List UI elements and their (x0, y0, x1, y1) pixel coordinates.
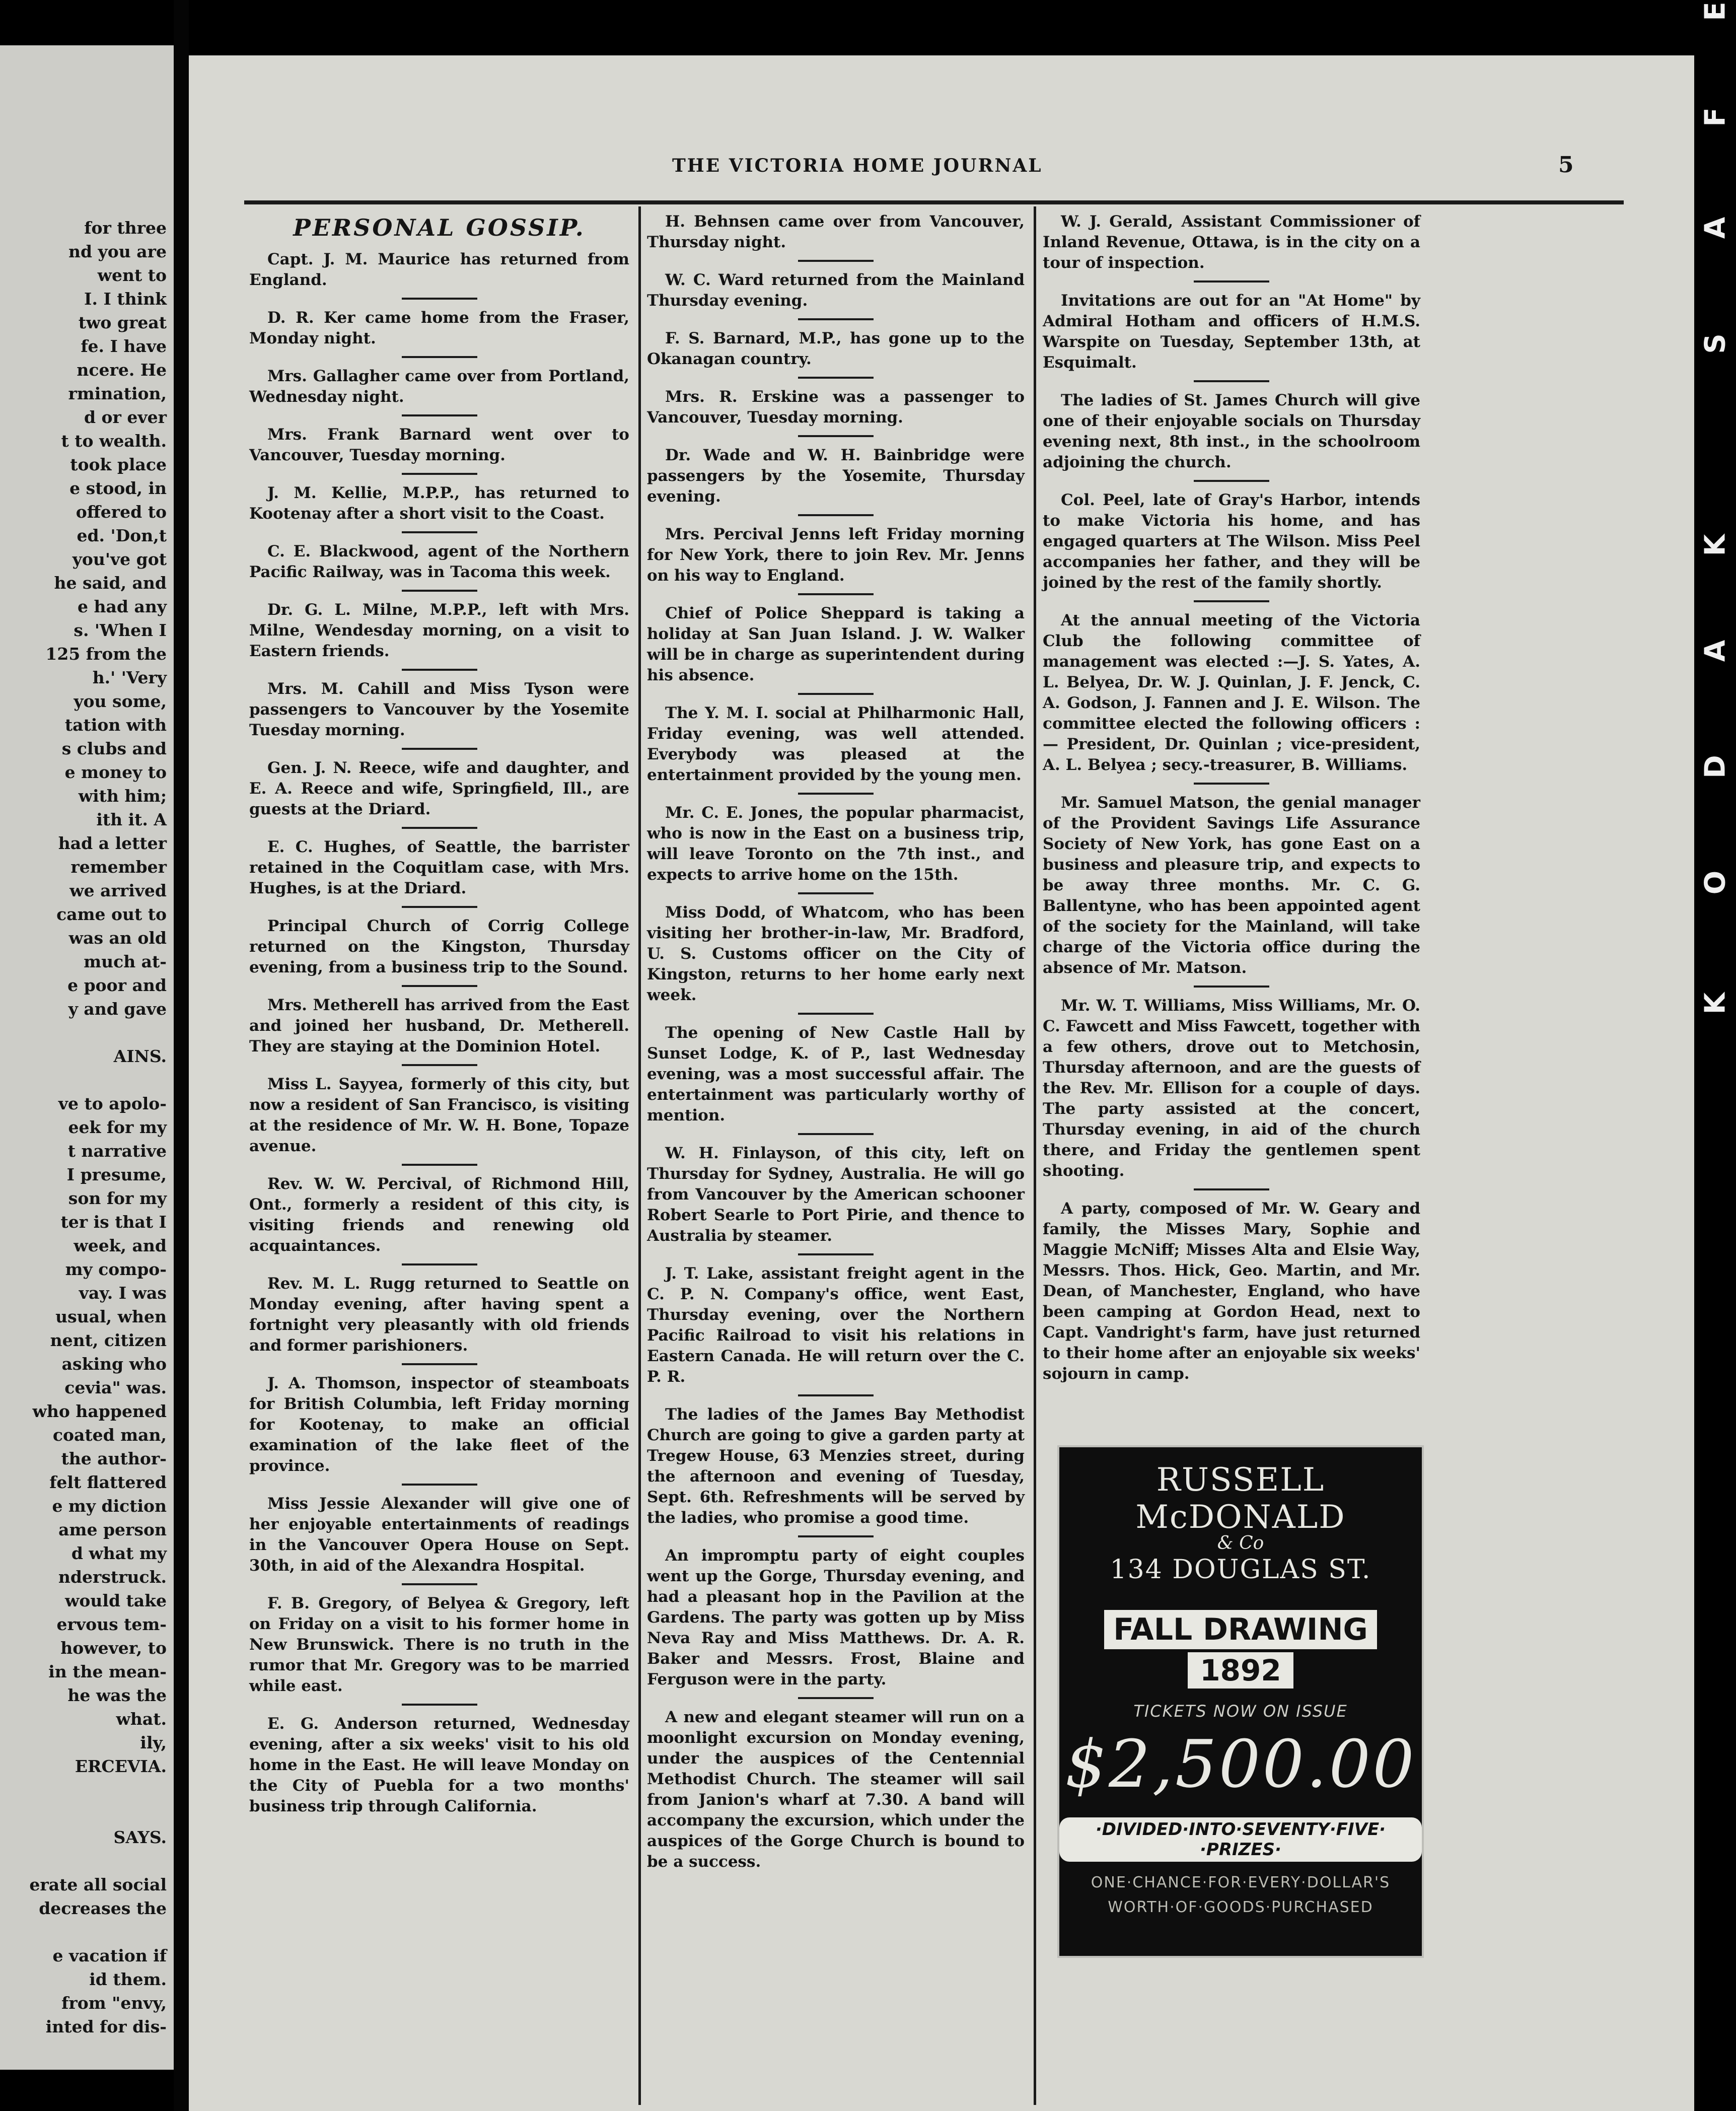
gossip-item-text: Chief of Police Sheppard is taking a holiday at San Juan Island. J. W. Walker will be in charge as superintendent during his absence. (647, 604, 1025, 684)
item-separator (402, 1263, 477, 1265)
item-separator (1194, 1188, 1269, 1190)
left-page-line: asking who (61, 1354, 167, 1374)
left-page-line: from "envy, (61, 1993, 167, 2013)
left-page-line: nent, citizen (50, 1330, 167, 1350)
left-page-line: nderstruck. (58, 1567, 167, 1587)
item-separator (402, 473, 477, 475)
item-separator (402, 1704, 477, 1706)
gossip-item (249, 483, 629, 524)
gossip-item-text: Mrs. M. Cahill and Miss Tyson were passengers to Vancouver by the Yosemite Tuesday morning. (249, 680, 629, 739)
left-page-line: y and gave (68, 999, 167, 1019)
left-page-line: offered to (76, 502, 167, 522)
gossip-item (249, 1373, 629, 1476)
gossip-item-text: D. R. Ker came home from the Fraser, Monday night. (249, 309, 629, 347)
left-page-line: he was the (67, 1685, 167, 1705)
gossip-item (249, 1593, 629, 1697)
gossip-item-text: Invitations are out for an "At Home" by Admiral Hotham and officers of H.M.S. Warspite on Tuesday, September 13th, at Esquimalt. (1043, 292, 1420, 372)
gossip-item (249, 308, 629, 349)
gossip-item (249, 1074, 629, 1157)
left-page-line: fe. I have (81, 336, 167, 356)
left-page-line: for three (84, 218, 167, 238)
left-page-line: took place (70, 455, 167, 474)
gossip-item-text: Mrs. Gallagher came over from Portland, Wednesday night. (249, 367, 629, 406)
ad-address: 134 DOUGLAS ST. (1110, 1555, 1371, 1585)
gossip-item-text: J. A. Thomson, inspector of steamboats for British Columbia, left Friday morning for Kootenay, to make an official examination of the lake fleet of the province. (249, 1374, 629, 1475)
item-separator (402, 985, 477, 987)
film-edge-letter: K (1699, 992, 1732, 1015)
gossip-item-text: F. S. Barnard, M.P., has gone up to the Okanagan country. (647, 329, 1025, 368)
left-page-line: two great (78, 313, 167, 332)
left-page-line: s. 'When I (74, 620, 167, 640)
item-separator (402, 1064, 477, 1066)
gossip-item (249, 1274, 629, 1356)
left-page-line: with him; (78, 786, 167, 806)
left-page-line: ve to apolo- (58, 1094, 167, 1113)
item-separator (402, 906, 477, 908)
gossip-item (647, 524, 1025, 586)
left-page-line: d what my (71, 1543, 167, 1563)
item-separator (402, 748, 477, 750)
left-page-line: remember (70, 857, 167, 877)
gossip-item-text: A party, composed of Mr. W. Geary and family, the Misses Mary, Sophie and Maggie McNiff; Misses Alta and Elsie Way, Messrs. Thos. Hick, Geo. Martin, and Mr. Dean, of Manchester, England, who have been camping at Gordon Head, next to Capt. Vandright's farm, have just returned to their home after an enjoyable six weeks' sojourn in camp. (1043, 1200, 1420, 1383)
column-rule (1034, 206, 1036, 2105)
left-page-line: t to wealth. (61, 431, 167, 451)
gossip-item (647, 270, 1025, 311)
gossip-item (249, 1174, 629, 1256)
left-facing-page (0, 45, 174, 2070)
gossip-item-text: Col. Peel, late of Gray's Harbor, intends to make Victoria his home, and has engaged quarters at The Wilson. Miss Peel accompanies her father, and they will be joined by the rest of the family shortly. (1043, 491, 1420, 592)
column-middle (647, 212, 1025, 1872)
item-separator (798, 1253, 874, 1255)
item-separator (798, 514, 874, 516)
left-page-line: s clubs and (61, 739, 167, 758)
gossip-item-text: Mr. C. E. Jones, the popular pharmacist, who is now in the East on a business trip, will leave Toronto on the 7th inst., and expects to arrive home on the 15th. (647, 804, 1025, 884)
left-page-line: nd you are (68, 242, 167, 261)
film-edge-letter: O (1699, 870, 1732, 895)
item-separator (798, 1394, 874, 1396)
gossip-item (647, 1263, 1025, 1387)
column-rule (638, 206, 641, 2105)
left-page-line: would take (65, 1591, 167, 1610)
left-page-line: ed. 'Don,t (77, 526, 167, 545)
item-separator (1194, 280, 1269, 283)
left-page-line: erate all social (29, 1875, 167, 1894)
left-page-line: my compo- (65, 1259, 167, 1279)
left-page-line: we arrived (69, 881, 167, 900)
gossip-item (1043, 291, 1420, 373)
gossip-item-text: Dr. G. L. Milne, M.P.P., left with Mrs. Milne, Wendesday morning, on a visit to Eastern friends. (249, 601, 629, 660)
header-rule (244, 200, 1624, 204)
left-page-line: 125 from the (45, 644, 167, 664)
left-page-line: SAYS. (113, 1827, 167, 1847)
item-separator (402, 356, 477, 358)
gossip-item-text: Mrs. Percival Jenns left Friday morning for New York, there to join Rev. Mr. Jenns on his way to England. (647, 525, 1025, 585)
left-page-line: vay. I was (79, 1283, 167, 1303)
gossip-item (1043, 1199, 1420, 1384)
item-separator (402, 590, 477, 592)
left-page-line: rmination, (68, 384, 167, 403)
left-page-line: cevia" was. (64, 1378, 167, 1397)
gossip-item-text: The ladies of the James Bay Methodist Church are going to give a garden party at Tregew House, 63 Menzies street, during the afternoon and evening of Tuesday, Sept. 6th. Refreshments will be served by the ladies, who promise a good time. (647, 1405, 1025, 1527)
left-page-line: tation with (64, 715, 167, 735)
gossip-item-text: J. T. Lake, assistant freight agent in the C. P. N. Company's office, went East, Thursday evening, over the Northern Pacific Railroad to visit his relations in Eastern Canada. He will return over the C. P. R. (647, 1264, 1025, 1386)
ad-business-name: RUSSELL McDONALD (1135, 1461, 1346, 1536)
gossip-item (647, 1404, 1025, 1528)
ad-prizes-banner: ·DIVIDED·INTO·SEVENTY·FIVE· ·PRIZES· (1059, 1817, 1422, 1862)
gossip-item (1043, 390, 1420, 473)
gossip-item (1043, 212, 1420, 273)
gossip-item-text: A new and elegant steamer will run on a moonlight excursion on Monday evening, under the auspices of the Centennial Methodist Church. The steamer will sail from Janion's wharf at 7.30. A band will accompany the excursion, which under the auspices of the Gorge Church is bound to be a success. (647, 1708, 1025, 1871)
gossip-item (647, 1545, 1025, 1690)
item-separator (402, 1583, 477, 1585)
item-separator (798, 1697, 874, 1699)
gossip-item-text: F. B. Gregory, of Belyea & Gregory, left on Friday on a visit to his former home in New Brunswick. There is no truth in the rumor that Mr. Gregory was to be married while east. (249, 1594, 629, 1695)
left-page-line: was an old (68, 928, 167, 948)
gossip-item-text: Miss Jessie Alexander will give one of her enjoyable entertainments of readings in the Vancouver Opera House on Sept. 30th, in aid of the Alexandra Hospital. (249, 1495, 629, 1575)
item-separator (402, 414, 477, 416)
left-page-line: e had any (78, 597, 167, 616)
gossip-item-text: J. M. Kellie, M.P.P., has returned to Kootenay after a short visit to the Coast. (249, 484, 629, 523)
gossip-item-text: Mr. Samuel Matson, the genial manager of the Provident Savings Life Assurance Society of New York, has gone East on a business and pleasure trip, and expects to be away three months. Mr. C. G. Ballentyne, who has been appointed agent of the society for the Mainland, will take charge of the Victoria office during the absence of Mr. Matson. (1043, 794, 1420, 977)
column-right (1043, 212, 1420, 1384)
gossip-item-text: At the annual meeting of the Victoria Club the following committee of management was elected :—J. S. Yates, A. L. Belyea, Dr. W. J. Quinlan, J. F. Jenck, C. A. Godson, J. Fannen and J. E. Wilson. The committee elected the following officers :— President, Dr. Quinlan ; vice-president, A. L. Belyea ; secy.-treasurer, B. Williams. (1043, 611, 1420, 774)
gossip-item-text: E. C. Hughes, of Seattle, the barrister retained in the Coquitlam case, with Mrs. Hughes, is at the Driard. (249, 838, 629, 897)
gossip-item-text: Miss L. Sayyea, formerly of this city, but now a resident of San Francisco, is visiting at the residence of Mr. W. H. Bone, Topaze avenue. (249, 1075, 629, 1155)
item-separator (798, 260, 874, 262)
gossip-item-text: W. H. Finlayson, of this city, left on Thursday for Sydney, Australia. He will go from Vancouver by the American schooner Robert Searle to Port Pirie, and thence to Australia by steamer. (647, 1144, 1025, 1245)
film-edge-letter: D (1699, 755, 1732, 779)
gossip-item-text: Mrs. Metherell has arrived from the East and joined her husband, Dr. Metherell. They are staying at the Dominion Hotel. (249, 996, 629, 1056)
gossip-item (1043, 490, 1420, 593)
item-separator (798, 435, 874, 437)
left-page-line: who happened (32, 1401, 167, 1421)
gossip-item-text: Mrs. Frank Barnard went over to Vancouver, Tuesday morning. (249, 426, 629, 464)
gossip-item-text: W. J. Gerald, Assistant Commissioner of Inland Revenue, Ottawa, is in the city on a tour of inspection. (1043, 213, 1420, 272)
gossip-item (1043, 996, 1420, 1181)
gossip-item-text: Gen. J. N. Reece, wife and daughter, and E. A. Reece and wife, Springfield, Ill., are guests at the Driard. (249, 759, 629, 818)
column-personal-gossip (249, 212, 629, 1817)
item-separator (798, 1013, 874, 1015)
gossip-item (647, 1143, 1025, 1246)
left-page-line: d or ever (84, 407, 167, 427)
gossip-item-text: Rev. W. W. Percival, of Richmond Hill, Ont., formerly a resident of this city, is visiting friends and renewing old acquaintances. (249, 1175, 629, 1255)
left-page-line: decreases the (39, 1898, 167, 1918)
gossip-item (647, 803, 1025, 885)
left-page-line: you've got (72, 549, 167, 569)
gossip-item (647, 212, 1025, 253)
gossip-item (647, 328, 1025, 370)
left-page-line: AINS. (113, 1046, 167, 1066)
ad-year: 1892 (1188, 1652, 1293, 1688)
left-page-line: id them. (89, 1969, 167, 1989)
item-separator (1194, 986, 1269, 988)
item-separator (1194, 380, 1269, 382)
item-separator (1194, 783, 1269, 785)
left-page-line: e money to (64, 762, 167, 782)
left-page-line: he said, and (54, 573, 167, 593)
gossip-item (249, 249, 629, 291)
gossip-item-text: H. Behnsen came over from Vancouver, Thursday night. (647, 213, 1025, 251)
item-separator (1194, 480, 1269, 482)
left-page-line: I presume, (66, 1165, 167, 1184)
gossip-item-text: An impromptu party of eight couples went up the Gorge, Thursday evening, and had a pleasant hop in the Pavilion at the Gardens. The party was gotten up by Miss Neva Ray and Miss Matthews. Dr. A. R. Baker and Messrs. Frost, Blaine and Ferguson were in the party. (647, 1546, 1025, 1688)
film-edge-letter: K (1699, 534, 1732, 556)
left-page-line: ERCEVIA. (75, 1756, 167, 1776)
item-separator (798, 1535, 874, 1537)
gossip-item-text: Dr. Wade and W. H. Bainbridge were passengers by the Yosemite, Thursday evening. (647, 446, 1025, 506)
left-page-line: ame person (58, 1520, 167, 1539)
item-separator (798, 693, 874, 695)
film-edge-letter: A (1699, 217, 1732, 239)
left-page-line: in the mean- (48, 1662, 167, 1681)
item-separator (798, 318, 874, 320)
column-title: PERSONAL GOSSIP. (293, 214, 586, 241)
left-page-line: went to (97, 265, 167, 285)
left-page-line: ith it. A (96, 810, 167, 829)
left-page-line: however, to (60, 1638, 167, 1658)
film-edge-letter: S (1699, 333, 1732, 354)
film-edge-letter: E (1699, 2, 1732, 21)
left-page-line: much at- (84, 952, 167, 971)
running-head: THE VICTORIA HOME JOURNAL (672, 155, 1043, 176)
gossip-item-text: Rev. M. L. Rugg returned to Seattle on Monday evening, after having spent a fortnight very pleasantly with old friends and former parishioners. (249, 1275, 629, 1355)
left-page-line: felt flattered (49, 1472, 167, 1492)
gossip-item-text: E. G. Anderson returned, Wednesday evening, after a six weeks' visit to his old home in the East. He will leave Monday on the City of Puebla for a two months' business trip through California. (249, 1715, 629, 1815)
item-separator (402, 531, 477, 533)
gossip-item-text: The ladies of St. James Church will give one of their enjoyable socials on Thursday evening next, 8th inst., in the schoolroom adjoining the church. (1043, 391, 1420, 471)
left-page-line: e stood, in (69, 478, 167, 498)
gossip-item-text: W. C. Ward returned from the Mainland Thursday evening. (647, 271, 1025, 310)
gossip-item (249, 600, 629, 662)
newspaper-page (189, 55, 1694, 2111)
item-separator (402, 1484, 477, 1486)
left-page-line: you some, (74, 691, 167, 711)
left-page-line: ncere. He (77, 360, 167, 380)
item-separator (402, 669, 477, 671)
gossip-item (647, 603, 1025, 686)
gossip-item-text: Principal Church of Corrig College returned on the Kingston, Thursday evening, from a business trip to the Sound. (249, 917, 629, 976)
gossip-item-text: Mr. W. T. Williams, Miss Williams, Mr. O. C. Fawcett and Miss Fawcett, together with a few others, drove out to Metchosin, Thursday afternoon, and are the guests of the Rev. Mr. Ellison for a couple of days. The party assisted at the concert, Thursday evening, in aid of the church there, and Friday the gentlemen spent shooting. (1043, 997, 1420, 1180)
item-separator (798, 793, 874, 795)
item-separator (798, 377, 874, 379)
gossip-item (647, 1707, 1025, 1872)
gossip-item (647, 445, 1025, 507)
item-separator (798, 892, 874, 894)
left-page-line: the author- (61, 1449, 167, 1468)
ad-chance-line: WORTH·OF·GOODS·PURCHASED (1108, 1898, 1373, 1916)
gossip-item (249, 1714, 629, 1817)
ad-company-suffix: & Co (1217, 1533, 1264, 1554)
ad-chance-line: ONE·CHANCE·FOR·EVERY·DOLLAR'S (1091, 1874, 1391, 1891)
gossip-item-text: C. E. Blackwood, agent of the Northern Pacific Railway, was in Tacoma this week. (249, 542, 629, 581)
left-page-line: ter is that I (60, 1212, 167, 1232)
gossip-item (249, 758, 629, 820)
gossip-item (249, 425, 629, 466)
gossip-item (249, 837, 629, 899)
left-page-line: son for my (68, 1188, 167, 1208)
left-page-line: I. I think (84, 289, 167, 309)
russell-mcdonald-advertisement (1057, 1445, 1424, 1958)
gossip-item-text: Capt. J. M. Maurice has returned from England. (249, 250, 629, 289)
ad-prize-amount: $2,500.00 (1065, 1726, 1416, 1802)
ad-event-title: FALL DRAWING (1104, 1610, 1377, 1649)
gossip-item (647, 703, 1025, 786)
left-page-line: ervous tem- (56, 1614, 167, 1634)
left-page-line: ily, (140, 1733, 167, 1752)
item-separator (402, 827, 477, 829)
left-page-line: eek for my (68, 1117, 167, 1137)
gossip-item-text: The Y. M. I. social at Philharmonic Hall, Friday evening, was well attended. Everybody was pleased at the entertainment provided by the young men. (647, 704, 1025, 784)
item-separator (402, 1164, 477, 1166)
film-edge-letter: F (1699, 107, 1732, 127)
left-page-line: h.' 'Very (92, 668, 167, 687)
left-page-line: what. (116, 1709, 167, 1729)
film-edge (1694, 0, 1736, 2111)
item-separator (402, 298, 477, 300)
left-page-line: e poor and (67, 975, 167, 995)
left-page-line: coated man, (52, 1425, 167, 1445)
item-separator (402, 1363, 477, 1365)
gossip-item (1043, 610, 1420, 776)
left-page-line: e my diction (52, 1496, 167, 1516)
gossip-item (249, 995, 629, 1057)
item-separator (1194, 600, 1269, 602)
gossip-item-text: Mrs. R. Erskine was a passenger to Vancouver, Tuesday morning. (647, 388, 1025, 427)
gossip-item-text: Miss Dodd, of Whatcom, who has been visiting her brother-in-law, Mr. Bradford, U. S. Customs officer on the City of Kingston, returns to her home early next week. (647, 903, 1025, 1004)
left-page-line: inted for dis- (45, 2017, 167, 2036)
left-page-line: came out to (56, 904, 167, 924)
gossip-item-text: The opening of New Castle Hall by Sunset Lodge, K. of P., last Wednesday evening, was a most successful affair. The entertainment was particularly worthy of mention. (647, 1024, 1025, 1124)
gossip-item (647, 902, 1025, 1006)
gossip-item (249, 916, 629, 978)
left-page-line: e vacation if (52, 1946, 167, 1965)
gossip-item (249, 1494, 629, 1576)
item-separator (798, 1133, 874, 1135)
page-gutter (174, 0, 189, 2111)
gossip-item (1043, 793, 1420, 978)
left-page-line: usual, when (55, 1307, 167, 1326)
gossip-item (647, 1023, 1025, 1126)
left-page-line: t narrative (67, 1141, 167, 1161)
item-separator (798, 593, 874, 595)
left-page-line: week, and (74, 1236, 167, 1255)
film-edge-letter: A (1699, 640, 1732, 662)
gossip-item (249, 679, 629, 741)
ad-tickets-note: TICKETS NOW ON ISSUE (1133, 1702, 1348, 1721)
gossip-item (647, 387, 1025, 428)
gossip-item (249, 541, 629, 583)
left-page-line: had a letter (58, 833, 167, 853)
gossip-item (249, 366, 629, 407)
page-number: 5 (1558, 152, 1574, 178)
